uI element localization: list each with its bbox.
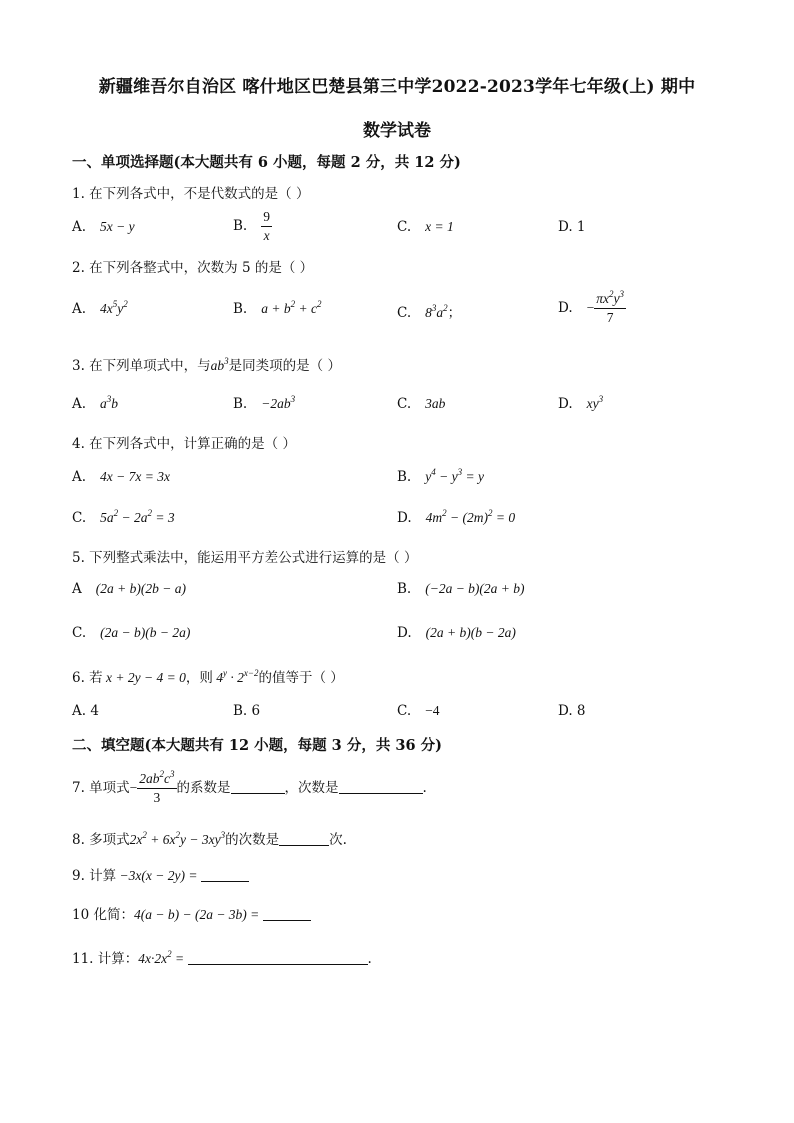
question-5-option-a: A (2a + b)(2b − a) — [72, 581, 186, 597]
question-3-stem: 3. 在下列单项式中，与$ab^3$是同类项的是（ ） — [72, 356, 341, 374]
question-1-option-d: D. 1 — [558, 219, 586, 235]
exam-title-line2: 数学试卷 — [363, 121, 431, 141]
question-8: 8. 多项式$2x^2 + 6x^2y - 3xy^3$的次数是 次. — [72, 830, 347, 848]
question-5-option-c: C. (2a − b)(b − 2a) — [72, 625, 191, 641]
question-3-option-c: C. 3ab — [397, 396, 446, 412]
question-3-option-a: A. $a^3b$ — [72, 394, 119, 412]
answer-blank[interactable] — [231, 781, 285, 794]
question-11: 11. 计算：$4x\cdot 2x^2$ = . — [72, 949, 372, 967]
question-2-stem: 2. 在下列各整式中，次数为 5 的是（ ） — [72, 260, 314, 276]
answer-blank[interactable] — [201, 869, 249, 882]
question-1-option-b: B. $\frac{9}{x}$ — [233, 209, 270, 243]
answer-blank[interactable] — [263, 908, 311, 921]
question-4-option-b: B. $y^4 - y^3 = y$ — [397, 467, 484, 485]
question-2-option-b: B. $a + b^2 + c^2$ — [233, 299, 322, 317]
fraction: $\frac{9}{x}$ — [263, 209, 270, 243]
question-9: 9. 计算 −3x(x − 2y) = — [72, 864, 249, 884]
question-4-option-c: C. $5a^2 - 2a^2 = 3$ — [72, 508, 175, 526]
question-5-option-d: D. (2a + b)(b − 2a) — [397, 625, 516, 641]
question-3-option-d: D. $xy^3$ — [558, 394, 604, 412]
question-1-stem: 1. 在下列各式中，不是代数式的是（ ） — [72, 186, 310, 202]
question-6-option-c: C. −4 — [397, 703, 440, 719]
question-7: 7. 单项式− $\frac{2ab^2c^3}{3}$ 的系数是 ，次数是 . — [72, 769, 427, 805]
question-6-stem: 6. 若 x + 2y − 4 = 0，则 $4^y \cdot 2^{x-2}$的值等于（ ） — [72, 668, 344, 686]
exam-title-line1: 新疆维吾尔自治区 喀什地区巴楚县第三中学2022-2023学年七年级(上) 期中 — [98, 77, 696, 97]
fraction: $\frac{\pi x^2y^3}{7}$ — [596, 289, 625, 325]
question-4-option-d: D. $4m^2 - (2m)^2 = 0$ — [397, 508, 516, 526]
answer-blank[interactable] — [279, 833, 329, 846]
question-3-option-b: B. $-2ab^3$ — [233, 394, 296, 412]
answer-blank[interactable] — [339, 781, 423, 794]
question-6-option-d: D. 8 — [558, 703, 586, 719]
question-1-option-a: A. 5x − y — [72, 219, 135, 235]
section-fill-in-heading: 二、填空题(本大题共有 12 小题，每题 3 分，共 36 分) — [72, 737, 442, 754]
question-2-option-d: D. − $\frac{\pi x^2y^3}{7}$ — [558, 289, 625, 325]
section-multiple-choice-heading: 一、单项选择题(本大题共有 6 小题，每题 2 分，共 12 分) — [72, 154, 461, 171]
question-1-option-c: C. x = 1 — [397, 219, 454, 235]
question-10: 10 化简：4(a − b) − (2a − 3b) = — [72, 903, 311, 923]
question-4-option-a: A. 4x − 7x = 3x — [72, 469, 170, 485]
question-2-option-c: C. $8^3a^2$； — [397, 303, 462, 321]
question-5-stem: 5. 下列整式乘法中，能运用平方差公式进行运算的是（ ） — [72, 550, 418, 566]
question-6-option-b: B. 6 — [233, 703, 261, 719]
question-2-option-a: A. $4x^5y^2$ — [72, 299, 128, 317]
fraction: $\frac{2ab^2c^3}{3}$ — [139, 769, 175, 805]
question-6-option-a: A. 4 — [72, 703, 99, 719]
question-5-option-b: B. (−2a − b)(2a + b) — [397, 581, 525, 597]
answer-blank[interactable] — [188, 952, 368, 965]
question-4-stem: 4. 在下列各式中，计算正确的是（ ） — [72, 436, 296, 452]
